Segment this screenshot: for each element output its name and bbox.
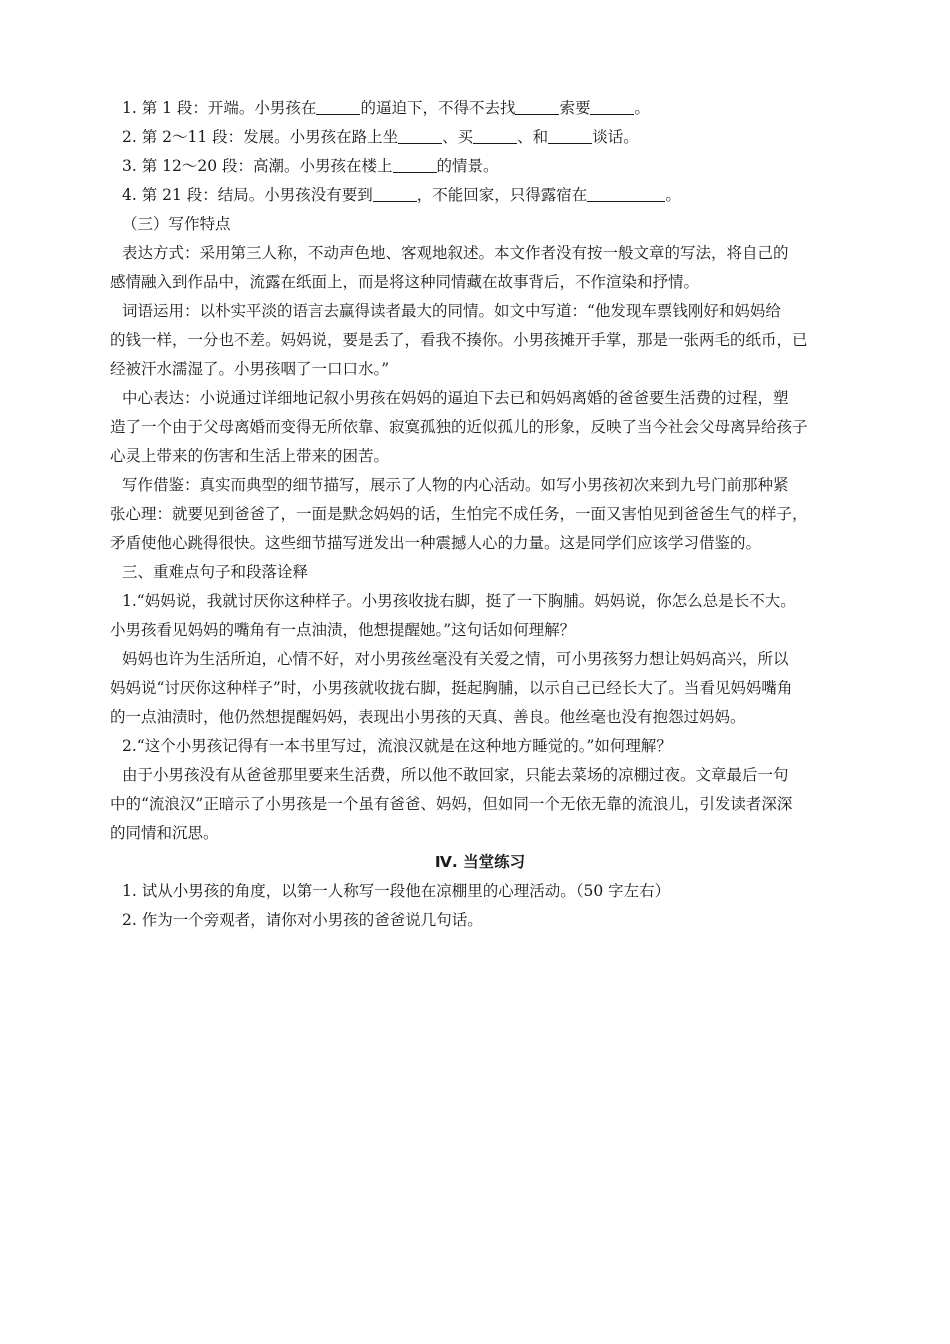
answer-1: 妈妈也许为生活所迫，心情不好，对小男孩丝毫没有关爱之情，可小男孩努力想让妈妈高兴，所以 妈妈说“讨厌你这种样子”时，小男孩就收拢右脚，挺起胸脯，以示自己已经长大了。当看见妈妈嘴角 的一点油渍时，他仍然想提醒妈妈，表现出小男孩的天真、善良。他丝毫也没有抱怨过妈妈。 (110, 650, 793, 726)
fill-blank (587, 185, 665, 202)
section-heading-writing: （三）写作特点 (122, 215, 231, 233)
fill-blank (590, 98, 634, 115)
question-1: 1.“妈妈说，我就讨厌你这种样子。小男孩收拢右脚，挺了一下胸脯。妈妈说，你怎么总是长不大。 小男孩看见妈妈的嘴角有一点油渍，他想提醒她。”这句话如何理解？ (110, 592, 796, 639)
fill-blank (515, 98, 559, 115)
practice-heading: Ⅳ. 当堂练习 (434, 853, 526, 871)
outline-item-4: 4. 第 21 段：结局。小男孩没有要到 ，不能回家，只得露宿在 。 (122, 186, 681, 204)
fill-blank (373, 185, 417, 202)
practice-item-1: 1. 试从小男孩的角度，以第一人称写一段他在凉棚里的心理活动。（50 字左右） (122, 882, 671, 900)
fill-blank (548, 127, 592, 144)
paragraph-borrow: 写作借鉴：真实而典型的细节描写，展示了人物的内心活动。如写小男孩初次来到九号门前那种紧 张心理：就要见到爸爸了，一面是默念妈妈的话，生怕完不成任务，一面又害怕见到爸爸生气的样子， 矛盾使他心跳得很快。这些细节描写迸发出一种震撼人心的力量。这是同学们应该学习借鉴的。 (110, 476, 808, 552)
outline-item-3: 3. 第 12～20 段：高潮。小男孩在楼上 的情景。 (122, 157, 499, 175)
fill-blank (473, 127, 517, 144)
question-2: 2.“这个小男孩记得有一本书里写过，流浪汉就是在这种地方睡觉的。”如何理解？ (122, 737, 672, 755)
outline-item-2: 2. 第 2～11 段：发展。小男孩在路上坐 、买 、和 谈话。 (122, 128, 639, 146)
practice-item-2: 2. 作为一个旁观者，请你对小男孩的爸爸说几句话。 (122, 911, 483, 929)
outline-item-1: 1. 第 1 段：开端。小男孩在 的逼迫下，不得不去找 索要 。 (122, 99, 650, 117)
paragraph-expression: 表达方式：采用第三人称，不动声色地、客观地叙述。本文作者没有按一般文章的写法，将自己的 感情融入到作品中，流露在纸面上，而是将这种同情藏在故事背后，不作渲染和抒情。 (110, 244, 789, 291)
fill-blank (398, 127, 442, 144)
section-heading-key: 三、重难点句子和段落诠释 (122, 563, 309, 581)
paragraph-center: 中心表达：小说通过详细地记叙小男孩在妈妈的逼迫下去已和妈妈离婚的爸爸要生活费的过程，塑 造了一个由于父母离婚而变得无所依靠、寂寞孤独的近似孤儿的形象，反映了当今社会父母离异给孩子 心灵上带来的伤害和生活上带来的困苦。 (110, 389, 808, 465)
answer-2: 由于小男孩没有从爸爸那里要来生活费，所以他不敢回家，只能去菜场的凉棚过夜。文章最后一句 中的“流浪汉”正暗示了小男孩是一个虽有爸爸、妈妈，但如同一个无依无靠的流浪儿，引发读者深深 的同情和沉思。 (110, 766, 793, 842)
fill-blank (316, 98, 360, 115)
paragraph-wording: 词语运用：以朴实平淡的语言去赢得读者最大的同情。如文中写道：“他发现车票钱刚好和妈妈给 的钱一样，一分也不差。妈妈说，要是丢了，看我不揍你。小男孩摊开手掌，那是一张两毛的纸币，已 经被汗水濡湿了。小男孩咽了一口口水。” (110, 302, 808, 378)
fill-blank (393, 156, 437, 173)
